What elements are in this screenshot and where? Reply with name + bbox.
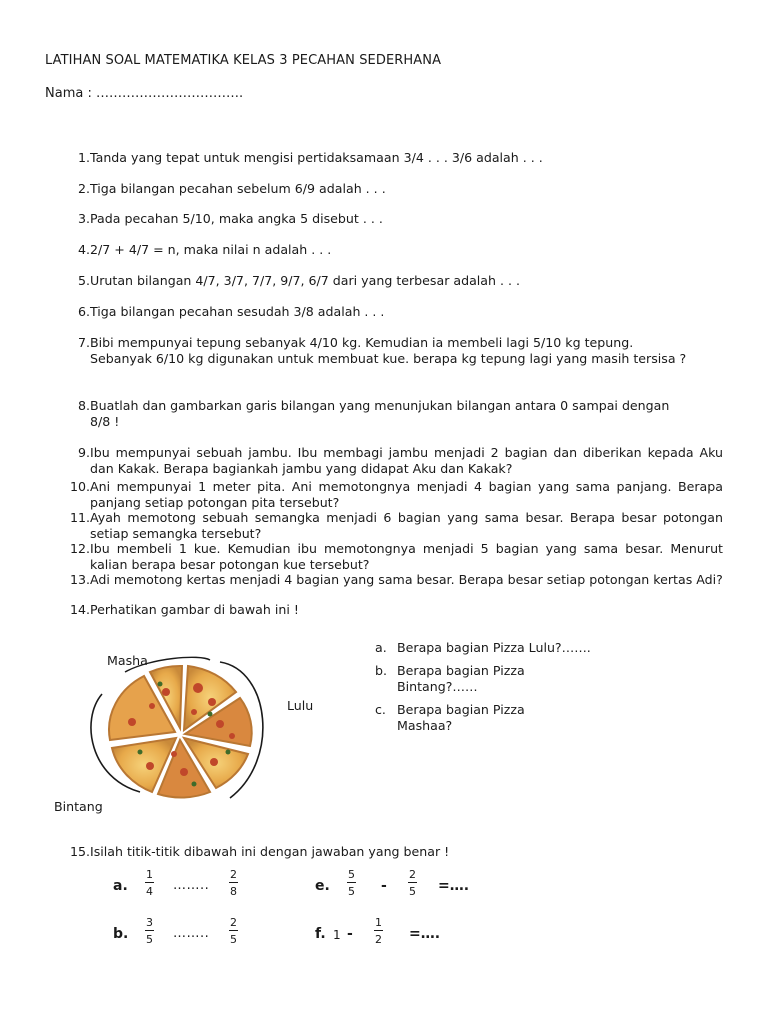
item-a-fraction-1: $\frac{1}{4}$ (146, 868, 153, 898)
item-e-minus: - (381, 878, 387, 894)
question-10: 10. Ani mempunyai 1 meter pita. Ani memotongnya menjadi 4 bagian yang sama panjang. Berapa panjang setiap potongan pita tersebut? (69, 479, 723, 510)
pizza-question-a: a. Berapa bagian Pizza Lulu?……. (375, 640, 591, 655)
item-b-letter: b. (113, 926, 129, 942)
pizza-question-b: b. Berapa bagian Pizza Bintang?…… (375, 663, 525, 694)
question-13: 13. Adi memotong kertas menjadi 4 bagian yang sama besar. Berapa besar setiap potongan kertas Adi? (69, 572, 723, 587)
item-e-fraction-2: $\frac{2}{5}$ (409, 868, 416, 898)
question-9: 9. Ibu mempunyai sebuah jambu. Ibu membagi jambu menjadi 2 bagian dan diberikan kepada Aku dan Kakak. Berapa bagiankah jambu yang didapat Aku dan Kakak? (77, 445, 723, 476)
item-f-letter: f. (315, 926, 326, 942)
question-15: 15. Isilah titik-titik dibawah ini dengan jawaban yang benar ! (69, 844, 450, 859)
item-a-fraction-2: $\frac{2}{8}$ (230, 868, 237, 898)
pizza-question-c: c. Berapa bagian Pizza Mashaa? (375, 702, 525, 733)
question-12: 12. Ibu membeli 1 kue. Kemudian ibu memotongnya menjadi 5 bagian yang sama besar. Menurut kalian berapa besar potongan kue tersebut? (69, 541, 723, 572)
item-a-blank[interactable]: …….. (173, 878, 210, 893)
item-f-answer-blank[interactable]: =…. (409, 926, 441, 942)
item-f-fraction: $\frac{1}{2}$ (375, 916, 382, 946)
label-masha: Masha (107, 653, 148, 668)
pizza-illustration (80, 650, 280, 810)
question-14: 14. Perhatikan gambar di bawah ini ! (69, 602, 299, 617)
item-e-letter: e. (315, 878, 330, 894)
item-b-fraction-2: $\frac{2}{5}$ (230, 916, 237, 946)
question-3: 3. Pada pecahan 5/10, maka angka 5 disebut . . . (77, 211, 383, 226)
name-field-label: Nama : ……………………………. (45, 86, 244, 101)
question-4: 4. 2/7 + 4/7 = n, maka nilai n adalah . . . (77, 242, 332, 257)
question-1: 1. Tanda yang tepat untuk mengisi pertidaksamaan 3/4 . . . 3/6 adalah . . . (77, 150, 543, 165)
question-8: 8. Buatlah dan gambarkan garis bilangan yang menunjukan bilangan antara 0 sampai dengan 8/8 ! (77, 398, 670, 429)
question-7: 7. Bibi mempunyai tepung sebanyak 4/10 kg. Kemudian ia membeli lagi 5/10 kg tepung. Sebanyak 6/10 kg digunakan untuk membuat kue. berapa kg tepung lagi yang masih tersisa ? (77, 335, 687, 366)
item-a-letter: a. (113, 878, 128, 894)
question-6: 6. Tiga bilangan pecahan sesudah 3/8 adalah . . . (77, 304, 385, 319)
item-f-minus: - (347, 926, 353, 942)
question-11: 11. Ayah memotong sebuah semangka menjadi 6 bagian yang sama besar. Berapa besar potongan setiap semangka tersebut? (69, 510, 723, 541)
item-e-fraction-1: $\frac{5}{5}$ (348, 868, 355, 898)
item-e-answer-blank[interactable]: =…. (438, 878, 470, 894)
item-f-whole: 1 (333, 928, 341, 942)
question-5: 5. Urutan bilangan 4/7, 3/7, 7/7, 9/7, 6/7 dari yang terbesar adalah . . . (77, 273, 521, 288)
item-b-blank[interactable]: …….. (173, 926, 210, 941)
item-b-fraction-1: $\frac{3}{5}$ (146, 916, 153, 946)
label-lulu: Lulu (287, 698, 314, 713)
question-2: 2. Tiga bilangan pecahan sebelum 6/9 adalah . . . (77, 181, 386, 196)
label-bintang: Bintang (54, 799, 103, 814)
worksheet-title: LATIHAN SOAL MATEMATIKA KELAS 3 PECAHAN SEDERHANA (45, 53, 442, 68)
